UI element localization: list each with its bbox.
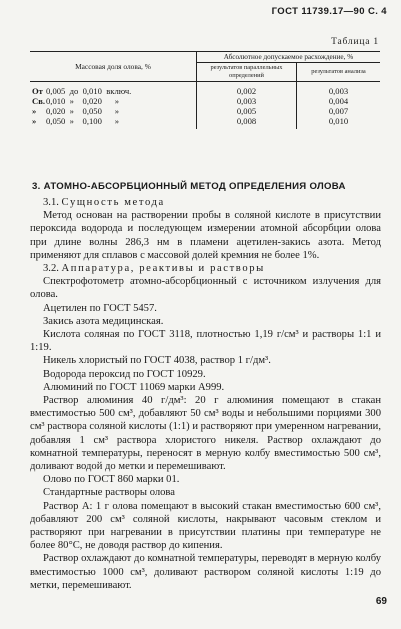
running-header: ГОСТ 11739.17—90 С. 4 [271,6,387,17]
page-number: 69 [375,596,387,607]
cell-analysis: 0,004 [297,96,381,106]
row-range: 0,050 » 0,100 » [46,116,120,126]
row-range: 0,020 » 0,050 » [46,106,120,116]
body-text [30,196,381,592]
subsection-title: Сущность метода [61,197,165,208]
row-range: 0,010 » 0,020 » [46,96,120,106]
header-parallel: результатов параллельных определений [197,63,297,82]
paragraph: Алюминий по ГОСТ 11069 марки А999. [43,381,225,393]
row-prefix: Св. [32,96,45,106]
table-row [30,82,380,97]
subsection-heading-3-1 [30,196,381,209]
tolerance-table [30,51,380,129]
paragraph: Метод основан на растворении пробы в соляной кислоте в присутствии пероксида водорода и последующем измерении атомной абсорбции олова при длине волны 286,3 нм в пламени ацетилен-закись азота. Метод применяют для сплавов с массовой долей кремния не более 1%. [30,210,381,261]
subsection-heading-3-2 [30,262,381,275]
paragraph: Никель хлористый по ГОСТ 4038, раствор 1 г/дм³. [43,355,271,367]
header-mass-fraction: Массовая доля олова, % [30,52,197,82]
cell-analysis: 0,007 [297,106,381,116]
header-abs-tolerance: Абсолютное допускаемое расхождение, % [197,52,381,63]
paragraph: Закись азота медицинская. [43,315,164,327]
subsection-number: 3.1. [43,197,59,208]
row-prefix: От [32,86,43,96]
header-analysis: результатов анализа [297,63,381,82]
cell-parallel: 0,003 [197,96,297,106]
table-row [30,106,380,116]
paragraph: Раствор А: 1 г олова помещают в высокий стакан вместимостью 600 см³, добавляют 200 см³ соляной кислоты, накрывают часовым стеклом и растворяют при нагревании в присутствии платины при температуре не более 80°С, не доводя раствор до кипения. [30,500,381,552]
paragraph: Кислота соляная по ГОСТ 3118, плотностью 1,19 г/см³ и растворы 1:1 и 1:19. [30,329,381,354]
subsection-number: 3.2. [43,263,59,275]
cell-parallel: 0,002 [197,82,297,97]
paragraph: Раствор охлаждают до комнатной температуры, переводят в мерную колбу вместимостью 1000 см³, доливают раствором соляной кислоты 1:19 до метки, перемешивают. [30,553,381,591]
paragraph: Водорода пероксид по ГОСТ 10929. [43,368,206,380]
cell-parallel: 0,005 [197,106,297,116]
row-prefix: » [32,116,37,126]
row-range: 0,005 до 0,010 включ. [46,86,132,96]
paragraph: Раствор алюминия 40 г/дм³: 20 г алюминия помещают в стакан вместимостью 500 см³, добавляют 50 см³ воды и небольшими порциями 300 см³ раствора соляной кислоты (1:1) и растворяют при умеренном нагревании, добавляя 1 см³ раствора хлористого никеля. Раствор охлаждают до комнатной температуры, переносят в мерную колбу вместимостью 500 см³, доливают водой до метки и перемешивают. [30,395,382,473]
section-title: 3. АТОМНО-АБСОРБЦИОННЫЙ МЕТОД ОПРЕДЕЛЕНИЯ ОЛОВА [32,181,346,192]
row-prefix: » [32,106,37,116]
cell-parallel: 0,008 [197,116,297,129]
table-row [30,116,380,129]
paragraph: Ацетилен по ГОСТ 5457. [43,302,157,314]
paragraph: Спектрофотометр атомно-абсорбционный с источником излучения для олова. [30,276,381,301]
cell-analysis: 0,003 [297,82,381,97]
subsection-title: Аппаратура, реактивы и растворы [61,263,265,275]
paragraph: Олово по ГОСТ 860 марки 01. [43,474,180,486]
paragraph: Стандартные растворы олова [43,487,175,499]
cell-analysis: 0,010 [297,116,381,129]
table-row [30,96,380,106]
table-caption: Таблица 1 [331,37,379,47]
